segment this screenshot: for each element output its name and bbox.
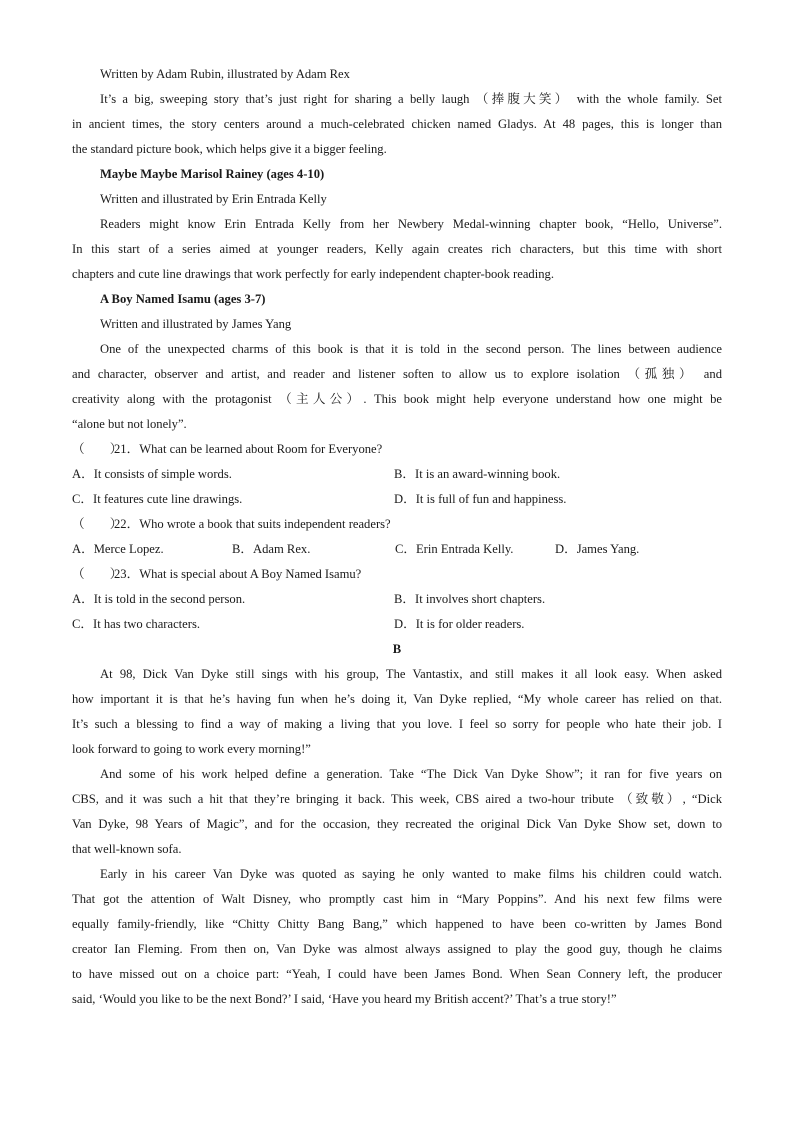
- book3-text-line: “alone but not lonely”.: [72, 417, 187, 431]
- option-c[interactable]: C．It features cute line drawings.: [72, 492, 243, 506]
- question-stem: 23．What is special about A Boy Named Isamu?: [114, 567, 362, 581]
- book2-text-line: chapters and cute line drawings that work perfectly for early independent chapter-book reading.: [72, 267, 554, 281]
- options-row: [72, 612, 722, 637]
- answer-blank[interactable]: （ ）: [72, 517, 123, 531]
- passage-b-line: look forward to going to work every morning!”: [72, 742, 311, 756]
- options-row: [72, 487, 722, 512]
- options-row: [72, 537, 722, 562]
- passage-b-line: to have missed out on a choice part: “Yeah, I could have been James Bond. When Sean Connery left, the producer: [72, 967, 722, 981]
- section-heading-b: B: [392, 642, 402, 656]
- question-stem: 21．What can be learned about Room for Everyone?: [114, 442, 383, 456]
- book3-text-line: One of the unexpected charms of this book is that it is told in the second person. The lines between audience: [100, 342, 722, 356]
- book3-text-line: creativity along with the protagonist （主人公）. This book might help everyone understand how one might be: [72, 392, 722, 406]
- book2-byline: Written and illustrated by Erin Entrada Kelly: [100, 192, 327, 206]
- option-a[interactable]: A．It consists of simple words.: [72, 467, 232, 481]
- options-row: [72, 462, 722, 487]
- passage-b-line: creator Ian Fleming. From then on, Van Dyke was almost always assigned to play the good guy, though he claims: [72, 942, 722, 956]
- answer-blank[interactable]: （ ）: [72, 442, 123, 456]
- book2-title: Maybe Maybe Marisol Rainey (ages 4-10): [100, 167, 325, 181]
- option-a[interactable]: A．It is told in the second person.: [72, 592, 246, 606]
- book3-text-line: and character, observer and artist, and reader and listener soften to allow us to explore isolation （孤独） and: [72, 367, 722, 381]
- passage-b-line: said, ‘Would you like to be the next Bond?’ I said, ‘Have you heard my British accent?’ That’s a true story!”: [72, 992, 617, 1006]
- passage-b-line: that well-known sofa.: [72, 842, 182, 856]
- passage-b-line: And some of his work helped define a generation. Take “The Dick Van Dyke Show”; it ran for five years on: [100, 767, 722, 781]
- passage-b-line: how important it is that he’s having fun when he’s doing it, Van Dyke replied, “My whole career has relied on that.: [72, 692, 722, 706]
- passage-b-line: That got the attention of Walt Disney, who promptly cast him in “Mary Poppins”. And his next few films were: [72, 892, 722, 906]
- options-row: [72, 587, 722, 612]
- question-stem: 22．Who wrote a book that suits independent readers?: [114, 517, 391, 531]
- book1-text-line: the standard picture book, which helps give it a bigger feeling.: [72, 142, 387, 156]
- book1-text-line: It’s a big, sweeping story that’s just right for sharing a belly laugh （捧腹大笑） with the whole family. Set: [100, 92, 722, 106]
- book3-byline: Written and illustrated by James Yang: [100, 317, 292, 331]
- option-b[interactable]: B．It involves short chapters.: [394, 592, 546, 606]
- question-23: [72, 562, 722, 587]
- passage-b-line: CBS, and it was such a hit that they’re bringing it back. This week, CBS aired a two-hour tribute （致敬）, “Dick: [72, 792, 722, 806]
- option-b[interactable]: B．Adam Rex.: [232, 542, 311, 556]
- passage-b-line: Van Dyke, 98 Years of Magic”, and for the occasion, they recreated the original Dick Van Dyke Show set, down to: [72, 817, 722, 831]
- option-a[interactable]: A．Merce Lopez.: [72, 542, 164, 556]
- question-22: [72, 512, 722, 537]
- option-b[interactable]: B．It is an award-winning book.: [394, 467, 561, 481]
- document-page: [72, 62, 722, 1012]
- passage-b-line: At 98, Dick Van Dyke still sings with his group, The Vantastix, and still makes it all look easy. When asked: [100, 667, 722, 681]
- option-c[interactable]: C．Erin Entrada Kelly.: [395, 542, 514, 556]
- answer-blank[interactable]: （ ）: [72, 567, 123, 581]
- book2-text-line: Readers might know Erin Entrada Kelly from her Newbery Medal-winning chapter book, “Hello, Universe”.: [100, 217, 722, 231]
- option-d[interactable]: D．It is full of fun and happiness.: [394, 492, 567, 506]
- book1-text-line: in ancient times, the story centers around a much-celebrated chicken named Gladys. At 48 pages, this is longer than: [72, 117, 722, 131]
- question-21: [72, 437, 722, 462]
- option-c[interactable]: C．It has two characters.: [72, 617, 200, 631]
- book1-byline: Written by Adam Rubin, illustrated by Adam Rex: [100, 67, 350, 81]
- book2-text-line: In this start of a series aimed at younger readers, Kelly again creates rich characters, but this time with short: [72, 242, 722, 256]
- book3-title: A Boy Named Isamu (ages 3-7): [100, 292, 266, 306]
- passage-b-line: Early in his career Van Dyke was quoted as saying he only wanted to make films his children could watch.: [100, 867, 722, 881]
- passage-b-line: equally family-friendly, like “Chitty Chitty Bang Bang,” which happened to have been co-written by James Bond: [72, 917, 722, 931]
- option-d[interactable]: D．It is for older readers.: [394, 617, 525, 631]
- passage-b-line: It’s such a blessing to find a way of making a living that you love. I feel so sorry for people who hate their job. I: [72, 717, 722, 731]
- option-d[interactable]: D．James Yang.: [555, 542, 640, 556]
